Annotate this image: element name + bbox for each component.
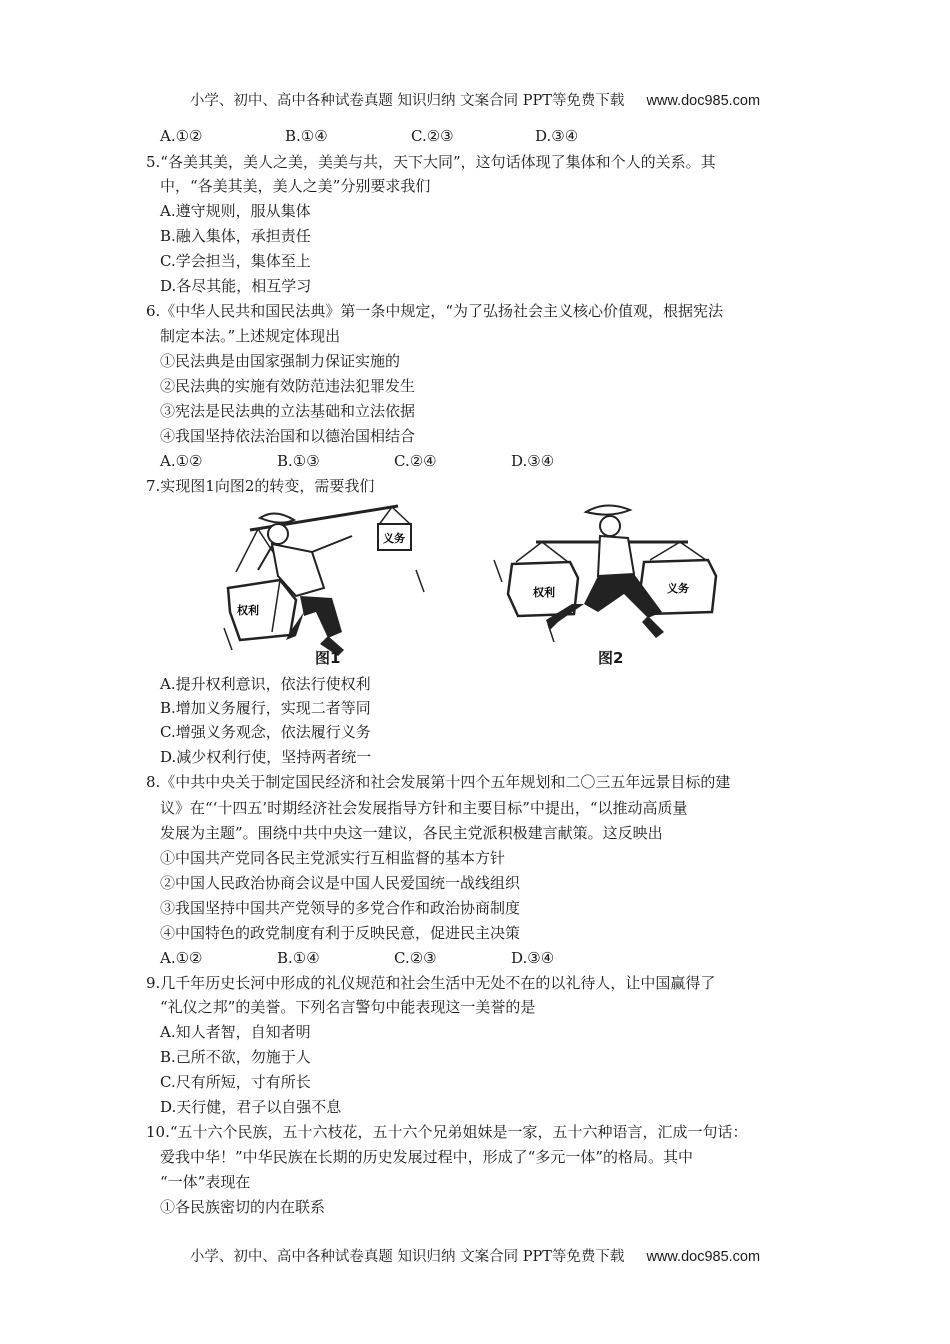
q7-option-d: D.减少权利行使，坚持两者统一 bbox=[160, 748, 372, 766]
q6-item-3: ③宪法是民法典的立法基础和立法依据 bbox=[160, 402, 416, 420]
q9-option-a: A.知人者智，自知者明 bbox=[160, 1023, 311, 1041]
q8-item-4: ④中国特色的政党制度有利于反映民意，促进民主决策 bbox=[160, 924, 521, 942]
figure-2-right-box-label: 义务 bbox=[667, 582, 689, 595]
q10-stem-line-1: 10.“五十六个民族，五十六枝花，五十六个兄弟姐妹是一家，五十六种语言，汇成一句话： bbox=[146, 1123, 748, 1141]
q6-options bbox=[160, 451, 554, 471]
q9-stem-line-1: 9.几千年历史长河中形成的礼仪规范和社会生活中无处不在的以礼待人，让中国赢得了 bbox=[146, 974, 716, 992]
q8-item-1: ①中国共产党同各民主党派实行互相监督的基本方针 bbox=[160, 849, 506, 867]
q6-option-b: B.①③ bbox=[277, 452, 320, 470]
q8-stem-line-2: 议》在“‘十四五’时期经济社会发展指导方针和主要目标”中提出，“以推动高质量 bbox=[160, 799, 688, 817]
q6-item-2: ②民法典的实施有效防范违法犯罪发生 bbox=[160, 377, 416, 395]
q6-stem-line-1: 6.《中华人民共和国民法典》第一条中规定，“为了弘扬社会主义核心价值观，根据宪法 bbox=[146, 302, 723, 320]
q6-stem-line-2: 制定本法。”上述规定体现出 bbox=[160, 327, 341, 345]
q6-option-d: D.③④ bbox=[511, 452, 555, 470]
q10-stem-line-3: “一体”表现在 bbox=[160, 1173, 251, 1191]
q6-option-a: A.①② bbox=[160, 452, 203, 470]
q5-stem-line-2: 中，“各美其美，美人之美”分别要求我们 bbox=[160, 177, 431, 195]
q7-option-b: B.增加义务履行，实现二者等同 bbox=[160, 699, 371, 717]
q6-option-c: C.②④ bbox=[394, 452, 437, 470]
figure-1-right-box-label: 义务 bbox=[383, 532, 405, 545]
figure-2-left-box-label: 权利 bbox=[533, 586, 555, 599]
q5-stem-line-1: 5.“各美其美，美人之美，美美与共，天下大同”，这句话体现了集体和个人的关系。其 bbox=[146, 153, 716, 171]
footer-text: 小学、初中、高中各种试卷真题 知识归纳 文案合同 PPT等免费下载 bbox=[189, 1249, 625, 1265]
q5-option-d: D.各尽其能，相互学习 bbox=[160, 277, 312, 295]
header-site: www.doc985.com bbox=[646, 93, 761, 109]
figure-1-left-box-label: 权利 bbox=[237, 604, 259, 617]
q4-option-d: D.③④ bbox=[535, 127, 579, 145]
q7-option-c: C.增强义务观念，依法履行义务 bbox=[160, 723, 371, 741]
q4-options bbox=[160, 126, 578, 146]
q5-option-c: C.学会担当，集体至上 bbox=[160, 252, 311, 270]
page-footer bbox=[0, 1245, 950, 1266]
q4-option-a: A.①② bbox=[160, 127, 203, 145]
q8-option-c: C.②③ bbox=[394, 949, 437, 967]
footer-site: www.doc985.com bbox=[646, 1249, 761, 1265]
header-text: 小学、初中、高中各种试卷真题 知识归纳 文案合同 PPT等免费下载 bbox=[189, 93, 625, 109]
q8-options bbox=[160, 948, 554, 968]
q10-stem-line-2: 爱我中华！”中华民族在长期的历史发展过程中，形成了“多元一体”的格局。其中 bbox=[160, 1148, 694, 1166]
q8-stem-line-3: 发展为主题”。围绕中共中央这一建议，各民主党派积极建言献策。这反映出 bbox=[160, 824, 663, 842]
page-header bbox=[0, 89, 950, 110]
q8-item-3: ③我国坚持中国共产党领导的多党合作和政治协商制度 bbox=[160, 899, 521, 917]
q6-item-1: ①民法典是由国家强制力保证实施的 bbox=[160, 352, 401, 370]
q4-option-b: B.①④ bbox=[285, 127, 328, 145]
q8-option-d: D.③④ bbox=[511, 949, 555, 967]
q8-stem-line-1: 8.《中共中央关于制定国民经济和社会发展第十四个五年规划和二〇三五年远景目标的建 bbox=[146, 773, 731, 791]
q9-stem-line-2: “礼仪之邦”的美誉。下列名言警句中能表现这一美誉的是 bbox=[160, 998, 536, 1016]
q6-item-4: ④我国坚持依法治国和以德治国相结合 bbox=[160, 427, 416, 445]
q9-option-d: D.天行健，君子以自强不息 bbox=[160, 1098, 342, 1116]
q9-option-b: B.己所不欲，勿施于人 bbox=[160, 1048, 311, 1066]
figure-1-illustration bbox=[220, 500, 430, 670]
q4-option-c: C.②③ bbox=[411, 127, 454, 145]
figure-2-caption: 图2 bbox=[598, 649, 624, 667]
figure-2-illustration bbox=[488, 500, 723, 650]
q8-option-b: B.①④ bbox=[277, 949, 320, 967]
q8-option-a: A.①② bbox=[160, 949, 203, 967]
q10-item-1: ①各民族密切的内在联系 bbox=[160, 1198, 326, 1216]
q5-option-a: A.遵守规则，服从集体 bbox=[160, 202, 311, 220]
q7-stem: 7.实现图1向图2的转变，需要我们 bbox=[146, 477, 375, 495]
q9-option-c: C.尺有所短，寸有所长 bbox=[160, 1073, 311, 1091]
q7-option-a: A.提升权利意识，依法行使权利 bbox=[160, 675, 371, 693]
figure-1-caption: 图1 bbox=[315, 649, 341, 667]
q5-option-b: B.融入集体，承担责任 bbox=[160, 227, 311, 245]
q8-item-2: ②中国人民政治协商会议是中国人民爱国统一战线组织 bbox=[160, 874, 521, 892]
